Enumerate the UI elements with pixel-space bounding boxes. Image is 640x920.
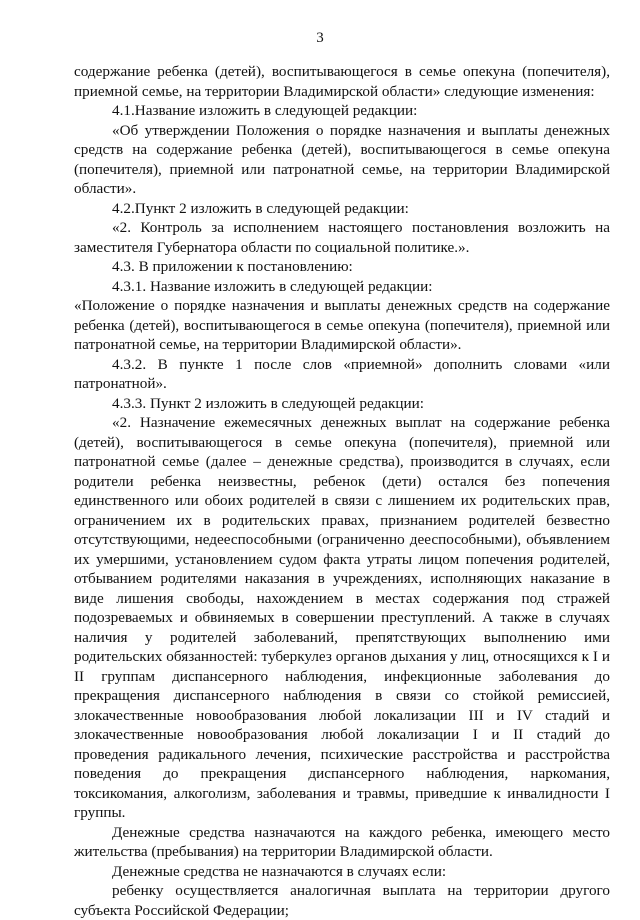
paragraph: 4.3. В приложении к постановлению: [112, 258, 353, 275]
paragraph: Денежные средства назначаются на каждого ребенка, имеющего место жительства (пребывания) на территории Владимирской области. [74, 823, 610, 860]
paragraph: 4.2.Пункт 2 изложить в следующей редакции: [112, 199, 409, 217]
paragraph: Денежные средства не назначаются в случаях если: [112, 862, 447, 880]
paragraph: «Об утверждении Положения о порядке назначения и выплаты денежных средств на содержание ребенка (детей), воспитывающегося в семье опекуна (попечителя), приемной или патронатной семье, на территории Владимирской области». [74, 121, 610, 197]
paragraph: 4.3.2. В пункте 1 после слов «приемной» дополнить словами «или патронатной». [74, 355, 610, 392]
paragraph: «2. Назначение ежемесячных денежных выплат на содержание ребенка (детей), воспитывающегося в семье опекуна (попечителя), приемной или патронатной семье (далее – денежные средства), производится в случаях, если родители ребенка неизвестны, ребенок (дети) остался без попечения единственного или обоих родителей в связи с лишением их родительских прав, ограничением их в родительских правах, признанием родителей безвестно отсутствующими, недееспособными (ограниченно дееспособными), объявлением их умершими, установлением судом факта утраты лицом попечения родителей, отбыванием родителями наказания в учреждениях, исполняющих наказание в виде лишения свободы, нахождением в местах содержания под стражей подозреваемых и обвиняемых в совершении преступлений. А также в случаях наличия у родителей заболеваний, препятствующих выполнению ими родительских обязанностей: туберкулез органов дыхания у лиц, относящихся к I и II группам диспансерного наблюдения, инфекционные заболевания до прекращения диспансерного наблюдения в связи со стойкой ремиссией, злокачественные новообразования любой локализации III и IV стадий и злокачественные новообразования любой локализации I и II стадий до проведения радикального лечения, психические расстройства и расстройства поведения до прекращения диспансерного наблюдения, наркомания, токсикомания, алкоголизм, заболевания и травмы, приведшие к инвалидности I группы. [74, 414, 610, 821]
paragraph: содержание ребенка (детей), воспитывающегося в семье опекуна (попечителя), приемной семье, на территории Владимирской области» следующие изменения: [74, 63, 610, 100]
paragraph: «Положение о порядке назначения и выплаты денежных средств на содержание ребенка (детей), воспитывающегося в семье опекуна (попечителя), приемной или патронатной семье, на территории Владимирской области». [74, 297, 610, 353]
page-number: 3 [316, 30, 324, 46]
paragraph: ребенку осуществляется аналогичная выплата на территории другого субъекта Российской Федерации; [74, 882, 610, 919]
paragraph: «2. Контроль за исполнением настоящего постановления возложить на заместителя Губернатора области по социальной политике.». [74, 219, 610, 256]
document-body [74, 62, 610, 920]
paragraph: 4.1.Название изложить в следующей редакции: [112, 102, 418, 119]
paragraph: 4.3.1. Название изложить в следующей редакции: [112, 277, 433, 295]
paragraph: 4.3.3. Пункт 2 изложить в следующей редакции: [112, 394, 425, 412]
